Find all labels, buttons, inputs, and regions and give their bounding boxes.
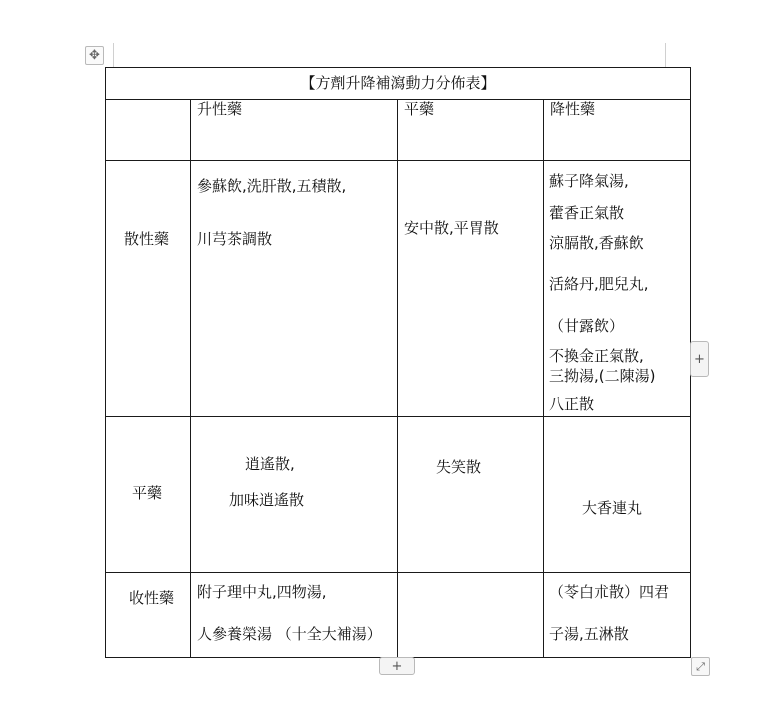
add-row-button[interactable] [379,657,415,675]
plus-icon: + [694,351,705,367]
row-label-astringent: 收性藥 [129,589,175,607]
prescription-table [105,67,691,658]
cell-text-line: 藿香正氣散 [549,204,625,222]
cell-text-line: 蘇子降氣湯, [549,172,629,190]
header-cell-empty[interactable] [106,100,191,161]
plus-icon: + [391,658,403,674]
cell-text-line: （苓白朮散）四君 [549,583,670,601]
cell-dispersing-descending[interactable] [544,161,691,417]
row-label-neutral: 平藥 [132,484,163,502]
page-margin-line-right [665,43,666,67]
page-margin-line-left [113,43,114,67]
cell-neutral-ascending[interactable] [191,417,398,573]
table-title[interactable]: 【方劑升降補瀉動力分佈表】 [106,68,691,100]
cell-text-line: （甘露飲） [549,317,625,335]
add-column-button[interactable] [690,341,709,377]
resize-icon: ⤢ [696,659,705,673]
cell-text-line: 加味逍遙散 [229,491,305,509]
header-cell-neutral[interactable] [398,100,544,161]
header-cell-descending[interactable] [544,100,691,161]
cell-text-line: 三拗湯,(二陳湯) [549,367,656,385]
header-descending-label: 降性藥 [550,100,596,118]
cell-text-line: 逍遙散, [245,455,295,473]
row-label-cell-astringent[interactable] [106,573,191,658]
cell-text-line: 人參養榮湯 （十全大補湯） [197,625,382,643]
cell-neutral-neutral[interactable] [398,417,544,573]
cell-text-line: 涼膈散,香蘇飲 [549,234,644,252]
cell-text-line: 活絡丹,肥兒丸, [549,275,649,293]
cell-text-line: 不換金正氣散, [549,347,644,365]
table-move-handle[interactable] [85,46,104,65]
row-label-cell-dispersing[interactable] [106,161,191,417]
cell-astringent-ascending[interactable] [191,573,398,658]
cell-text-line: 川芎茶調散 [197,230,273,248]
header-cell-ascending[interactable] [191,100,398,161]
cell-neutral-descending[interactable] [544,417,691,573]
cell-text-line: 失笑散 [436,458,482,476]
cell-text-line: 參蘇飲,洗肝散,五積散, [197,177,347,195]
row-label-dispersing: 散性藥 [124,230,170,248]
row-label-cell-neutral[interactable] [106,417,191,573]
cell-text-line: 安中散,平胃散 [404,219,499,237]
cell-dispersing-ascending[interactable] [191,161,398,417]
header-ascending-label: 升性藥 [197,100,243,118]
table-resize-handle[interactable] [691,657,710,676]
cell-text-line: 附子理中丸,四物湯, [197,583,327,601]
cell-text-line: 子湯,五淋散 [549,625,629,643]
cell-text-line: 大香連丸 [582,499,643,517]
cell-text-line: 八正散 [549,395,595,413]
header-neutral-label: 平藥 [404,100,435,118]
cell-astringent-neutral[interactable] [398,573,544,658]
cell-dispersing-neutral[interactable] [398,161,544,417]
move-icon: ✥ [89,48,100,63]
cell-astringent-descending[interactable] [544,573,691,658]
